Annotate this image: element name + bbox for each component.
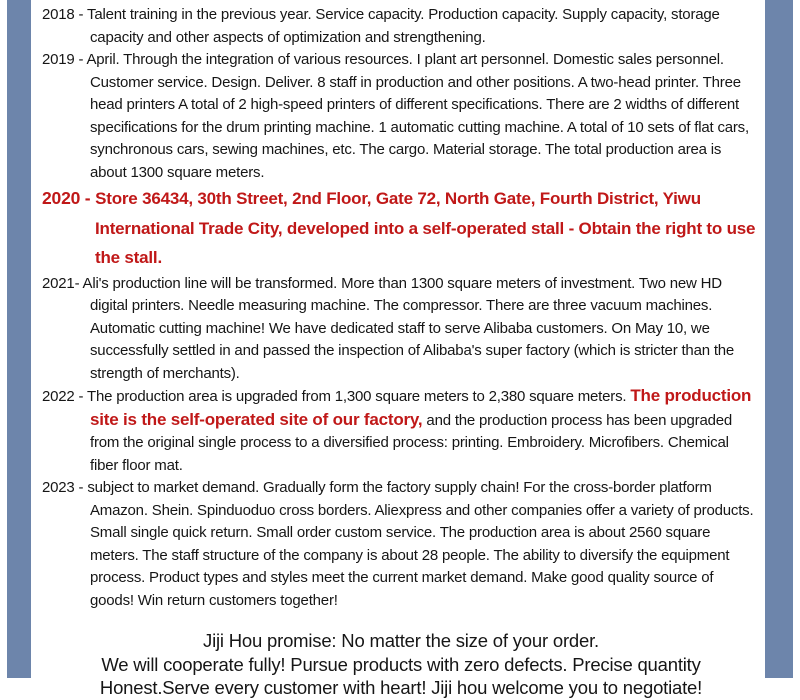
timeline-entry-2019 (42, 49, 760, 184)
timeline-entry-2022 (42, 385, 760, 477)
timeline-year-label: 2020 - (42, 188, 96, 208)
promise-line-1: Jiji Hou promise: No matter the size of your order. (203, 630, 599, 651)
highlighted-text: Store 36434, 30th Street, 2nd Floor, Gate 72, North Gate, Fourth District, Yiwu International Trade City, developed into a self-operated stall - Obtain the right to use the stall. (95, 189, 756, 267)
body-text: and the production process has been upgraded from the original single process to a diversified process: printing. Embroidery. Microfibers. Chemical fiber floor mat. (90, 411, 733, 474)
body-text: Ali's production line will be transformed. More than 1300 square meters of investment. Two new HD digital printers. Needle measuring machine. The compressor. There are three vacuum machines. Automatic cutting machine! We have dedicated staff to serve Alibaba customers. On May 10, we successfully settled in and passed the inspection of Alibaba's super factory (which is stricter than the strength of merchants). (82, 274, 735, 382)
timeline-year-label: 2023 - (42, 479, 88, 496)
promise-line-2: We will cooperate fully! Pursue products with zero defects. Precise quantity (101, 653, 701, 675)
timeline-entry-2023 (42, 477, 760, 612)
timeline-year-label: 2019 - (42, 51, 87, 68)
left-border-bar (7, 0, 31, 678)
body-text: The production area is upgraded from 1,300 square meters to 2,380 square meters. (87, 388, 631, 405)
company-history-content (42, 4, 760, 700)
highlighted-text: The production site is the self-operated site of our factory, (90, 386, 752, 429)
timeline-entry-2020 (42, 184, 760, 273)
timeline (42, 4, 760, 612)
body-text: April. Through the integration of various resources. I plant art personnel. Domestic sales personnel. Customer service. Design. Deliver. 8 staff in production and other positions. A two-head printer. Three head printers A total of 2 high-speed printers of different specifications. There are 2 widths of different specifications for the drum printing machine. 1 automatic cutting machine. A total of 10 sets of flat cars, synchronous cars, sewing machines, etc. The cargo. Material storage. The total production area is about 1300 square meters. (86, 51, 749, 181)
timeline-year-label: 2018 - (42, 6, 88, 23)
promise-line-3: Honest.Serve every customer with heart! Jiji hou welcome you to negotiate! (99, 677, 703, 698)
timeline-entry-2021 (42, 273, 760, 386)
body-text: subject to market demand. Gradually form the factory supply chain! For the cross-border platform Amazon. Shein. Spinduoduo cross borders. Aliexpress and other companies offer a variety of products. Small single quick return. Small order custom service. The production area is about 2560 square meters. The staff structure of the company is about 28 people. The ability to diversify the equipment process. Product types and styles meet the current market demand. Make good quality source of goods! Win return customers together! (87, 479, 754, 609)
body-text: Talent training in the previous year. Service capacity. Production capacity. Supply capacity, storage capacity and other aspects of optimization and strengthening. (87, 6, 720, 46)
timeline-year-label: 2022 - (42, 388, 88, 405)
promise-block (42, 629, 760, 700)
timeline-entry-2018 (42, 4, 760, 49)
right-border-bar (765, 0, 793, 678)
timeline-year-label: 2021- (42, 274, 83, 292)
